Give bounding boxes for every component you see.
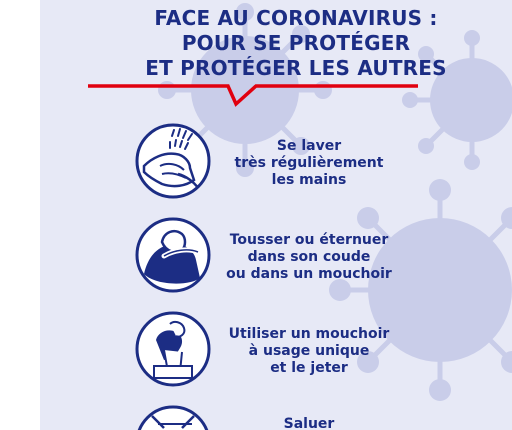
gesture-text-cough: Tousser ou éternuer dans son coude ou dans un mouchoir [226,232,392,282]
cough-in-elbow-icon [134,216,212,294]
speech-bubble-underline [40,0,512,120]
poster [40,0,512,430]
no-handshake-icon [134,404,212,430]
gesture-text-wash: Se laver très régulièrement les mains [234,138,384,188]
hand-washing-icon [134,122,212,200]
title-line-3: ET PROTÉGER LES AUTRES [145,56,447,80]
gesture-text-greet: Saluer [283,416,335,430]
title-line-1: FACE AU CORONAVIRUS : [154,6,438,30]
title-line-2: POUR SE PROTÉGER [181,31,411,55]
gesture-text-tissue: Utiliser un mouchoir à usage unique et le jeter [228,326,390,376]
tissue-box-icon [134,310,212,388]
